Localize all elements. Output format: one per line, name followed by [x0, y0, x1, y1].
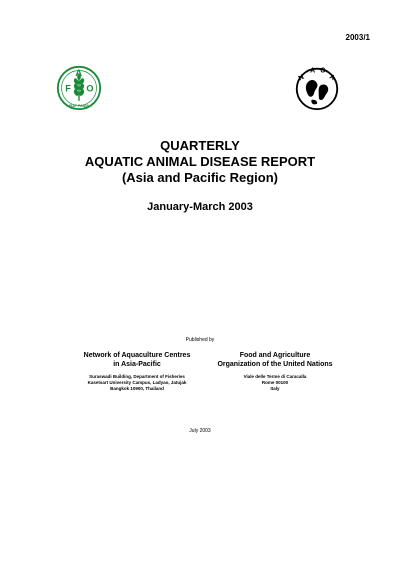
- address-line-2: Rome 00100: [261, 380, 289, 385]
- published-by-label: Published by: [185, 337, 215, 343]
- address-line-3: Italy: [270, 386, 280, 391]
- title-line-3: (Asia and Pacific Region): [121, 170, 279, 185]
- globe-continents-icon: [306, 80, 328, 104]
- naca-letter-c: C: [320, 67, 326, 75]
- document-number: 2003/1: [345, 33, 370, 42]
- publisher-name-line-2: in Asia-Pacific: [113, 361, 161, 368]
- naca-logo: [294, 65, 340, 111]
- address-line-1: Viale delle Terme di Caracalla: [243, 374, 307, 379]
- address-line-2: Kasetsart University Campus, Ladyao, Jatujak: [87, 380, 187, 385]
- publisher-fao: [190, 351, 360, 392]
- publication-date: July 2003: [189, 428, 211, 434]
- fao-logo: [56, 65, 102, 111]
- publisher-address: [190, 374, 360, 392]
- wheat-ear-icon: [73, 74, 85, 101]
- publisher-name-line-1: Food and Agriculture: [239, 352, 311, 359]
- fao-letter-f: F: [65, 83, 71, 94]
- naca-letter-a2: A: [327, 73, 336, 83]
- fao-motto: FIAT PANIS: [69, 103, 89, 108]
- fao-letter-a: A: [75, 68, 82, 79]
- address-line-3: Bangkok 10900, Thailand: [110, 386, 164, 391]
- report-period: January-March 2003: [147, 201, 253, 213]
- publisher-name-line-1: Network of Aquaculture Centres: [83, 352, 191, 359]
- publisher-name-line-2: Organization of the United Nations: [217, 361, 333, 368]
- report-title: [0, 138, 400, 186]
- naca-letter-a1: A: [310, 67, 316, 75]
- naca-letter-n: N: [297, 73, 306, 83]
- title-line-2: AQUATIC ANIMAL DISEASE REPORT: [84, 154, 316, 169]
- fao-letter-o: O: [86, 83, 94, 94]
- address-line-1: Suraswadi Building, Department of Fisheries: [89, 374, 185, 379]
- title-line-1: QUARTERLY: [160, 138, 240, 153]
